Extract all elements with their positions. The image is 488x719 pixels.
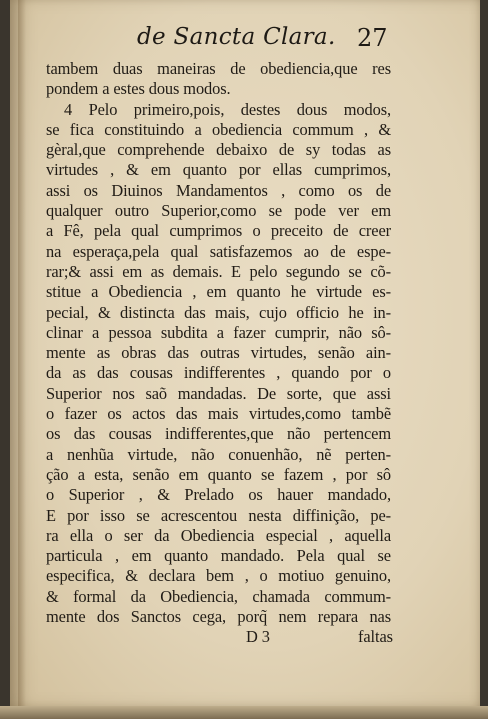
signature-mark: D 3 [246, 627, 270, 647]
text-line: pecial, & distincta das mais, cujo officio he in- [46, 302, 391, 322]
text-line: 4 Pelo primeiro,pois, destes dous modos, [64, 99, 391, 119]
text-line: da as das cousas indifferentes , quando por o [46, 363, 391, 383]
body-text [46, 59, 391, 648]
running-head: de Sancta Clara. [137, 24, 336, 50]
text-line: a Fê, pela qual cumprimos o preceito de creer [46, 221, 391, 241]
text-line: pondem a estes dous modos. [46, 79, 231, 99]
text-line: particula , em quanto mandado. Pela qual se [46, 546, 391, 566]
text-line: especifica, & declara bem , o motiuo genuino, [46, 566, 391, 586]
footer-line [46, 627, 391, 647]
text-line: Superior nos saõ mandadas. De sorte, que assi [46, 383, 391, 403]
text-line: os das cousas indifferentes,que não pertencem [46, 424, 391, 444]
text-line: tambem duas maneiras de obediencia,que res [46, 59, 391, 78]
text-line: mente as obras das outras virtudes, senão ain- [46, 343, 391, 363]
text-line: assi os Diuinos Mandamentos , como os de [46, 180, 391, 200]
page-header [0, 22, 488, 56]
text-line: a nenhũa virtude, não conuenhão, nẽ perten- [46, 444, 391, 464]
page-number: 27 [357, 24, 388, 52]
text-line: se fica constituindo a obediencia commum , & [46, 119, 391, 139]
text-line: rar;& assi em as demais. E pelo segundo se cõ- [46, 261, 391, 281]
text-line: gèral,que comprehende debaixo de sy todas as [46, 140, 391, 160]
text-line: o Superior , & Prelado os hauer mandado, [46, 485, 391, 505]
page-gutter-shadow [18, 0, 26, 706]
page-bottom-edge [0, 706, 488, 719]
text-line: ra ella o ser da Obediencia especial , aquella [46, 525, 391, 545]
text-line: ção a esta, senão em quanto se fazem , por sô [46, 464, 391, 484]
text-line: stitue a Obediencia , em quanto he virtude es- [46, 282, 391, 302]
text-line: na esperaça,pela qual satisfazemos ao de espe- [46, 241, 391, 261]
text-line: virtudes , & em quanto por ellas cumprimos, [46, 160, 391, 180]
text-line: & formal da Obediencia, chamada commum- [46, 586, 391, 606]
text-line: E por isso se acrescentou nesta diffinição, pe- [46, 505, 391, 525]
text-line: mente dos Sanctos cega, porq̃ nem repara nas [46, 607, 391, 627]
catchword: faltas [358, 627, 393, 647]
text-line: qualquer outro Superior,como se pode ver em [46, 201, 391, 221]
text-line: o fazer os actos das mais virtudes,como tambẽ [46, 404, 391, 424]
text-line: clinar a pessoa subdita a fazer cumprir, não sô- [46, 322, 391, 342]
